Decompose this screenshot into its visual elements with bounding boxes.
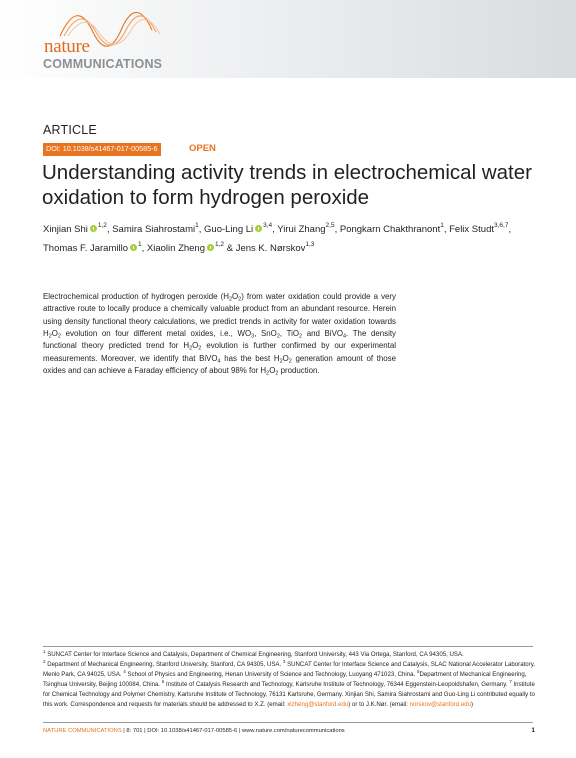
- footer-issue: | 8: 701: [121, 728, 145, 734]
- author-name[interactable]: Yirui Zhang: [277, 224, 326, 235]
- author-affiliation: 1,2: [97, 222, 107, 229]
- orcid-icon[interactable]: [90, 225, 97, 232]
- authors-ampersand: &: [226, 243, 234, 254]
- article-type-label: ARTICLE: [43, 123, 97, 137]
- open-access-label: OPEN: [189, 143, 216, 154]
- nature-wordmark: nature: [44, 36, 90, 57]
- orcid-icon[interactable]: [130, 244, 137, 251]
- author-affiliation: 3,6,7: [494, 222, 509, 229]
- article-title: Understanding activity trends in electrochemical water oxidation to form hydrogen peroxide: [42, 161, 532, 209]
- page-footer: [43, 727, 535, 735]
- author-affiliation: 1,2: [215, 241, 225, 248]
- footer-doi-url[interactable]: | DOI: 10.1038/s41467-017-00585-6 | www.nature.com/naturecommunications: [144, 728, 345, 734]
- author-affiliation: 2,5: [325, 222, 335, 229]
- author-name[interactable]: Xiaolin Zheng: [146, 243, 206, 254]
- author-name[interactable]: Felix Studt: [449, 224, 494, 235]
- author-name[interactable]: Xinjian Shi: [43, 224, 88, 235]
- affiliations-divider: [43, 646, 533, 647]
- author-affiliation: 1: [138, 241, 142, 248]
- author-affiliation: 1,3: [305, 241, 315, 248]
- author-name[interactable]: Pongkarn Chakthranont: [339, 224, 441, 235]
- email-link[interactable]: norskov@stanford.edu: [409, 701, 471, 708]
- orcid-icon[interactable]: [207, 244, 214, 251]
- communications-wordmark: COMMUNICATIONS: [43, 57, 163, 71]
- abstract: Electrochemical production of hydrogen peroxide $(H_2O_2)$ from water oxidation could provide a very attractive route to locally produce a chemically valuable product from an abundant resource. Herein using density functional theory calculations, we predict trends in activity for water oxidation towards $H_2O_2$ evolution on four different metal oxides, i.e., $WO_3$, SnO$_2$, TiO$_2$ and BiVO$_4$. The density functional theory predicted trend for $H_2O_2$ evolution is further confirmed by our experimental measurements. Moreover, we identify that BiVO$_4$ has the best $H_2O_2$ generation amount of those oxides and can achieve a Faraday efficiency of about 98% for $H_2O_2$ production.: [43, 292, 397, 377]
- email-link[interactable]: xlzheng@stanford.edu: [287, 701, 349, 708]
- author-list: Xinjian Shi $^{1,2}$, Samira Siahrostami$^1$, Guo-Ling Li $^{3,4}$, Yirui Zhang$^{2,5}$, Pongkarn Chakthranont$^1$, Felix Studt$^{3,6,7}$, Thomas F. Jaramillo $^1$, Xiaolin Zheng $^{1,2}$ & Jens K. Nørskov$^{1,3}$: [43, 222, 512, 254]
- journal-header: [0, 0, 576, 78]
- author-name[interactable]: Jens K. Nørskov: [235, 243, 306, 254]
- affiliations: $^1$ SUNCAT Center for Interface Science and Catalysis, Department of Chemical Engineering, Stanford University, 443 Via Ortega, Stanford, CA 94305, USA. $^2$ Department of Mechanical Engineering, Stanford University, Stanford, CA 94305, USA. $^3$ SUNCAT Center for Interface Science and Catalysis, SLAC National Accelerator Laboratory, Menlo Park, CA 94025, USA. $^4$ School of Physics and Engineering, Henan University of Science and Technology, Luoyang 471023, China. $^5$Department of Mechanical Engineering, Tsinghua University, Beijing 100084, China. $^6$ Institute of Catalysis Research and Technology, Karlsruhe Institute of Technology, 76344 Eggenstein-Leopoldshafen, Germany. $^7$ Institute for Chemical Technology and Polymer Chemistry, Karlsruhe Institute of Technology, 76131 Karlsruhe, Germany. Xinjian Shi, Samira Siahrostami and Guo-Ling Li contributed equally to this work. Correspondence and requests for materials should be addressed to X.Z. (email: xlzheng@stanford.edu) or to J.K.Nør. (email: norskov@stanford.edu): [43, 649, 535, 708]
- page-number: 1: [531, 727, 535, 734]
- author-name[interactable]: Samira Siahrostami: [112, 224, 196, 235]
- author-affiliation: 3,4: [263, 222, 273, 229]
- doi-badge[interactable]: DOI: 10.1038/s41467-017-00585-6: [43, 143, 161, 156]
- author-affiliation: 1: [195, 222, 199, 229]
- author-affiliation: 1: [440, 222, 444, 229]
- footer-journal-name: NATURE COMMUNICATIONS: [43, 728, 122, 734]
- author-name[interactable]: Thomas F. Jaramillo: [43, 243, 128, 254]
- footer-divider: [43, 722, 533, 723]
- orcid-icon[interactable]: [255, 225, 262, 232]
- author-name[interactable]: Guo-Ling Li: [204, 224, 254, 235]
